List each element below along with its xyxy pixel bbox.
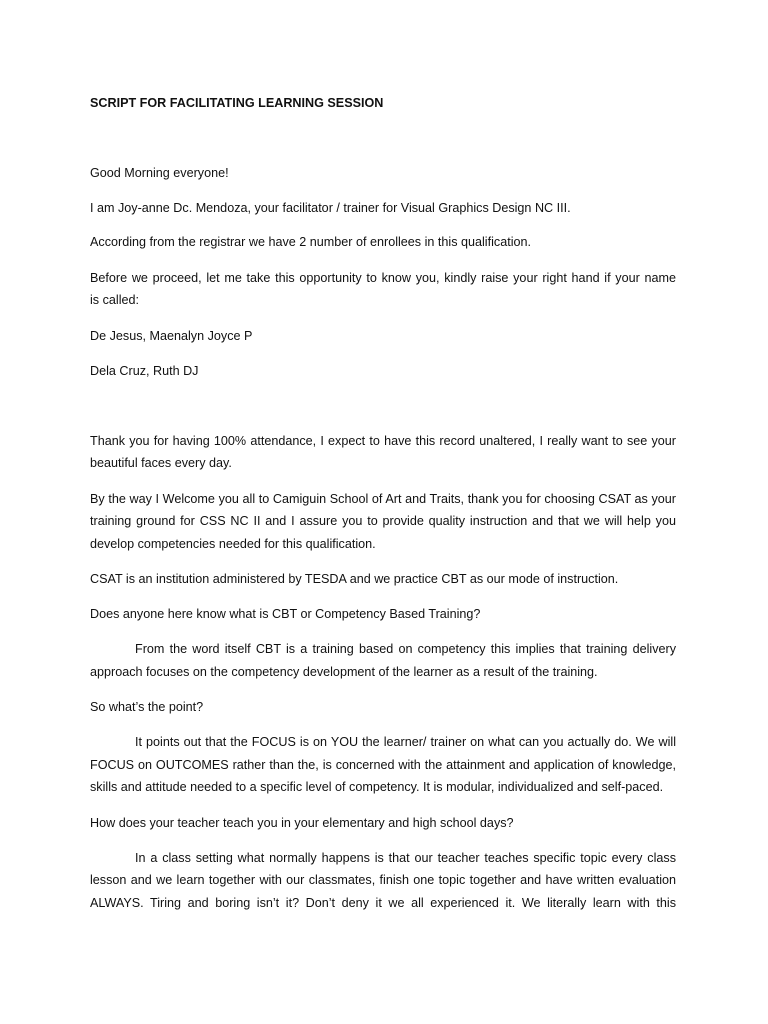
introduction-line: I am Joy-anne Dc. Mendoza, your facilitator / trainer for Visual Graphics Design NC III. bbox=[90, 201, 571, 215]
focus-line-1: It points out that the FOCUS is on YOU the learner/ trainer on what can you actually do. We will bbox=[135, 735, 676, 749]
institution-line: CSAT is an institution administered by TESDA and we practice CBT as our mode of instruction. bbox=[90, 572, 619, 586]
class-setting-line-3: ALWAYS. Tiring and boring isn’t it? Don’t deny it we all experienced it. We literally learn with this bbox=[90, 896, 676, 910]
point-question-line: So what’s the point? bbox=[90, 700, 204, 714]
focus-line-3: skills and attitude needed to a specific level of competency. It is modular, individualized and self-paced. bbox=[90, 780, 664, 794]
student-name-1: De Jesus, Maenalyn Joyce P bbox=[90, 329, 253, 343]
cbt-definition-line-2: approach focuses on the competency development of the learner as a result of the training. bbox=[90, 665, 598, 679]
student-name-2: Dela Cruz, Ruth DJ bbox=[90, 364, 199, 378]
attendance-line-2: beautiful faces every day. bbox=[90, 456, 232, 470]
cbt-question-line: Does anyone here know what is CBT or Competency Based Training? bbox=[90, 607, 481, 621]
roll-call-line-2: is called: bbox=[90, 293, 139, 307]
welcome-line-3: develop competencies needed for this qualification. bbox=[90, 537, 376, 551]
class-setting-line-2: lesson and we learn together with our classmates, finish one topic together and have written evaluation bbox=[90, 873, 676, 887]
cbt-definition-line-1: From the word itself CBT is a training based on competency this implies that training delivery bbox=[135, 642, 676, 656]
enrollees-line: According from the registrar we have 2 number of enrollees in this qualification. bbox=[90, 235, 532, 249]
greeting-line: Good Morning everyone! bbox=[90, 166, 229, 180]
attendance-line-1: Thank you for having 100% attendance, I expect to have this record unaltered, I really want to see your bbox=[90, 434, 676, 448]
welcome-line-1: By the way I Welcome you all to Camiguin School of Art and Traits, thank you for choosing CSAT as your bbox=[90, 492, 676, 506]
welcome-line-2: training ground for CSS NC II and I assure you to provide quality instruction and that we will help you bbox=[90, 514, 676, 528]
class-setting-line-1: In a class setting what normally happens is that our teacher teaches specific topic every class bbox=[135, 851, 676, 865]
roll-call-line-1: Before we proceed, let me take this opportunity to know you, kindly raise your right hand if your name bbox=[90, 271, 676, 285]
focus-line-2: FOCUS on OUTCOMES rather than the, is concerned with the attainment and application of knowledge, bbox=[90, 758, 676, 772]
document-title: SCRIPT FOR FACILITATING LEARNING SESSION bbox=[90, 96, 384, 110]
teaching-question-line: How does your teacher teach you in your elementary and high school days? bbox=[90, 816, 514, 830]
